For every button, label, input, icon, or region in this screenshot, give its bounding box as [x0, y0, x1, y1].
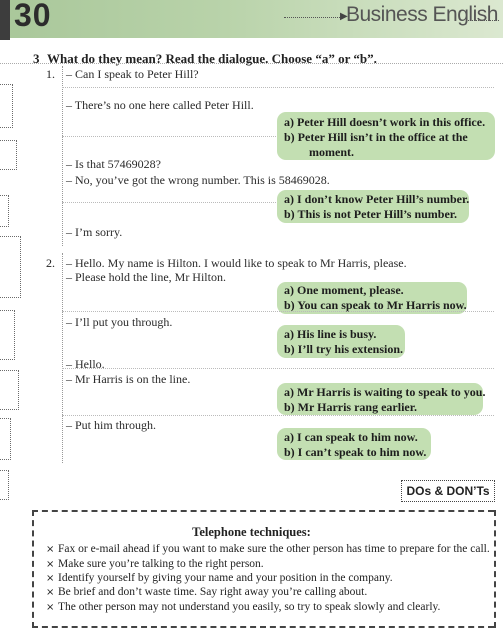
unit-number: 30	[14, 0, 52, 33]
answer-options	[277, 428, 431, 460]
dialogue-line: – Hello.	[66, 357, 105, 371]
dialogue-number: 2.	[46, 256, 55, 270]
exercise-instruction: What do they mean? Read the dialogue. Choose “a” or “b”.	[47, 51, 377, 66]
tips-title: Telephone techniques:	[192, 525, 311, 539]
tip-item	[46, 586, 367, 598]
rule-line	[62, 136, 276, 137]
option-a[interactable]: a) Mr Harris is waiting to speak to you.	[284, 385, 486, 399]
dialogue-line: – Can I speak to Peter Hill?	[66, 67, 199, 81]
book-title: Business English	[346, 3, 498, 26]
rule-line	[62, 202, 276, 203]
dialogue-line: – Please hold the line, Mr Hilton.	[66, 270, 226, 284]
tip-item	[46, 601, 440, 613]
tip-item	[46, 572, 393, 584]
rule-line	[62, 311, 494, 312]
tip-item	[46, 543, 490, 555]
cross-bullet-icon: ×	[46, 559, 55, 570]
cross-bullet-icon: ×	[46, 544, 55, 555]
unit-bar	[0, 0, 10, 40]
option-a[interactable]: a) His line is busy.	[284, 327, 377, 341]
dialogue-line: – I’ll put you through.	[66, 315, 173, 329]
answer-options	[277, 112, 495, 160]
answer-options	[277, 383, 486, 415]
divider	[0, 63, 503, 64]
tip-text: Be brief and don’t waste time. Say right away you’re calling about.	[58, 586, 368, 598]
dialogue-line: – Put him through.	[66, 418, 157, 432]
option-a[interactable]: a) Peter Hill doesn’t work in this office.	[284, 115, 486, 129]
tip-item	[46, 558, 264, 570]
tip-text: The other person may not understand you easily, so try to speak slowly and clearly.	[58, 601, 441, 613]
option-b[interactable]: b) I’ll try his extension.	[284, 342, 404, 356]
dialogue-number: 1.	[46, 67, 55, 81]
dialogue-rule	[62, 66, 63, 246]
option-b[interactable]: b) Mr Harris rang earlier.	[284, 400, 417, 414]
margin-decoration	[0, 470, 9, 500]
cross-bullet-icon: ×	[46, 573, 55, 584]
arrow-right-icon: ▶	[340, 11, 348, 22]
header-dotted-line	[284, 17, 342, 18]
dialogue-line: – I’m sorry.	[66, 225, 123, 239]
margin-decoration	[0, 84, 13, 128]
exercise-number: 3	[33, 51, 40, 66]
answer-options	[277, 190, 469, 223]
option-b-continued: moment.	[309, 145, 354, 159]
dos-donts-label: DOs & DON’Ts	[401, 480, 495, 502]
dialogue-line: – Hello. My name is Hilton. I would like to speak to Mr Harris, please.	[66, 256, 407, 270]
margin-decoration	[0, 370, 19, 410]
cross-bullet-icon: ×	[46, 602, 55, 613]
margin-decoration	[0, 310, 15, 360]
option-b[interactable]: b) Peter Hill isn’t in the office at the	[284, 130, 468, 144]
dashed-border-bottom	[32, 626, 494, 628]
option-b[interactable]: b) You can speak to Mr Harris now.	[284, 298, 467, 312]
option-a[interactable]: a) I can speak to him now.	[284, 430, 418, 444]
rule-line	[62, 87, 494, 88]
option-a[interactable]: a) I don’t know Peter Hill’s number.	[284, 192, 470, 206]
tip-text: Fax or e-mail ahead if you want to make sure the other person has time to prepare for the call.	[58, 543, 490, 555]
rule-line	[62, 368, 494, 369]
dialogue-line: – Mr Harris is on the line.	[66, 372, 191, 386]
option-b[interactable]: b) I can’t speak to him now.	[284, 445, 427, 459]
dialogue-line: – No, you’ve got the wrong number. This is 58469028.	[66, 173, 330, 187]
margin-decoration	[0, 418, 11, 460]
option-b[interactable]: b) This is not Peter Hill’s number.	[284, 207, 458, 221]
margin-decoration	[0, 236, 21, 298]
dialogue-line: – There’s no one here called Peter Hill.	[66, 98, 254, 112]
dialogue-line: – Is that 57469028?	[66, 157, 161, 171]
dialogue-rule	[62, 253, 63, 463]
answer-options	[277, 325, 405, 358]
dashed-border-top	[32, 510, 494, 512]
cross-bullet-icon: ×	[46, 587, 55, 598]
tip-text: Identify yourself by giving your name and your position in the company.	[58, 572, 393, 584]
header-dotted-line-end	[466, 20, 499, 21]
margin-decoration	[0, 140, 17, 170]
answer-options	[277, 282, 467, 314]
rule-line	[62, 415, 494, 416]
tip-text: Make sure you’re talking to the right person.	[58, 558, 264, 570]
margin-decoration	[0, 195, 9, 227]
option-a[interactable]: a) One moment, please.	[284, 283, 404, 297]
